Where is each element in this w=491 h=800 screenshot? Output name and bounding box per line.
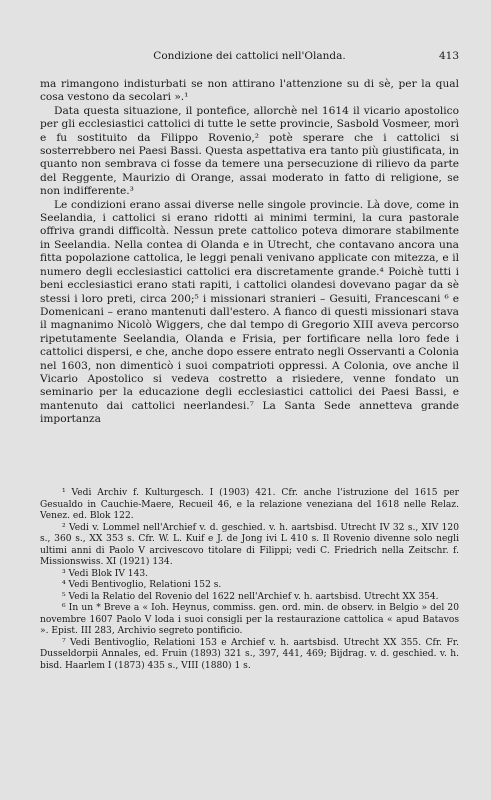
- running-header: [40, 50, 459, 64]
- running-title: Condizione dei cattolici nell'Olanda.: [153, 50, 346, 62]
- footnote-7: ⁷ Vedi Bentivoglio, Relationi 153 e Archief v. h. aartsbisd. Utrecht XX 355. Cfr. Fr. Dusseldorpii Annales, ed. Fruin (1893) 321 s., 397, 441, 469; Bijdrag. v. d. geschied. v. h. bisd. Haarlem I (1873) 435 s., VIII (1880) 1 s.: [40, 637, 459, 671]
- footnote-6: ⁶ In un * Breve a « Ioh. Heynus, commiss. gen. ord. min. de observ. in Belgio » del 20 novembre 1607 Paolo V loda i suoi consigli per la restaurazione cattolica « apud Batavos ». Epist. III 283, Archivio segreto pontificio.: [40, 603, 459, 636]
- footnote-1: ¹ Vedi Archiv f. Kulturgesch. I (1903) 421. Cfr. anche l'istruzione del 1615 per Gesualdo in Cauchie-Maere, Recueil 46, e la relazione veneziana del 1618 nelle Relaz. Venez. ed. Blok 122.: [40, 488, 459, 521]
- paragraph-provinces: Le condizioni erano assai diverse nelle singole provincie. Là dove, come in Seelandia, i cattolici si erano ridotti ai minimi termini, la cura pastorale offriva grandi difficoltà. Nessun prete cattolico poteva dimorare stabilmente in Seelandia. Nella contea di Olanda e in Utrecht, che contavano ancora una fitta popolazione cattolica, le leggi penali venivano applicate con mitezza, e il numero degli ecclesiastici cattolici era discretamente grande.⁴ Poichè tutti i beni ecclesiastici erano stati rapiti, i cattolici olandesi dovevano pagar da sè stessi i loro preti, circa 200;⁵ i missionari stranieri – Gesuiti, Francescani ⁶ e Domenicani – erano mantenuti dall'estero. A fianco di questi missionari stava il magnanimo Nicolò Wiggers, che dal tempo di Gregorio XIII aveva percorso ripetutamente Seelandia, Olanda e Frisia, per fortificare nella loro fede i cattolici dispersi, e che, anche dopo essere entrato negli Osservanti a Colonia nel 1603, non dimenticò i suoi compatrioti oppressi. A Colonia, ove anche il Vicario Apostolico si vedeva costretto a risiedere, venne fondato un seminario per la educazione degli ecclesiastici cattolici dei Paesi Bassi, e mantenuto dai cattolici neerlandesi.⁷ La Santa Sede annetteva grande importanza: [40, 198, 459, 426]
- footnote-5: ⁵ Vedi la Relatio del Rovenio del 1622 nell'Archief v. h. aartsbisd. Utrecht XX 354.: [62, 591, 439, 602]
- main-text: [40, 78, 459, 427]
- footnote-2: ² Vedi v. Lommel nell'Archief v. d. geschied. v. h. aartsbisd. Utrecht IV 32 s., XIV 120 s., 360 s., XX 353 s. Cfr. W. L. Kuif e J. de Jong ivi L 410 s. Il Rovenio divenne solo negli ultimi anni di Paolo V arcivescovo titolare di Filippi; vedi C. Friedrich nella Zeitschr. f. Missionswiss. XI (1921) 134.: [40, 522, 459, 567]
- footnote-4: ⁴ Vedi Bentivoglio, Relationi 152 s.: [62, 580, 222, 590]
- paragraph-continuation: ma rimangono indisturbati se non attirano l'attenzione su di sè, per la qual cosa vestono da secolari ».¹: [40, 78, 459, 104]
- paragraph-pontifex: Data questa situazione, il pontefice, allorchè nel 1614 il vicario apostolico per gli ecclesiastici cattolici di tutte le sette provincie, Sasbold Vosmeer, morì e fu sostituito da Filippo Rovenio,² potè sperare che i cattolici si sosterrebbero nei Paesi Bassi. Questa aspettativa era tanto più giustificata, in quanto non sembrava ci fosse da temere una persecuzione di rilievo da parte del Reggente, Maurizio di Orange, assai moderato in fatto di religione, se non indifferente.³: [40, 104, 459, 198]
- footnotes: [40, 488, 459, 672]
- page-number: 413: [438, 50, 459, 62]
- footnote-3: ³ Vedi Blok IV 143.: [62, 568, 149, 579]
